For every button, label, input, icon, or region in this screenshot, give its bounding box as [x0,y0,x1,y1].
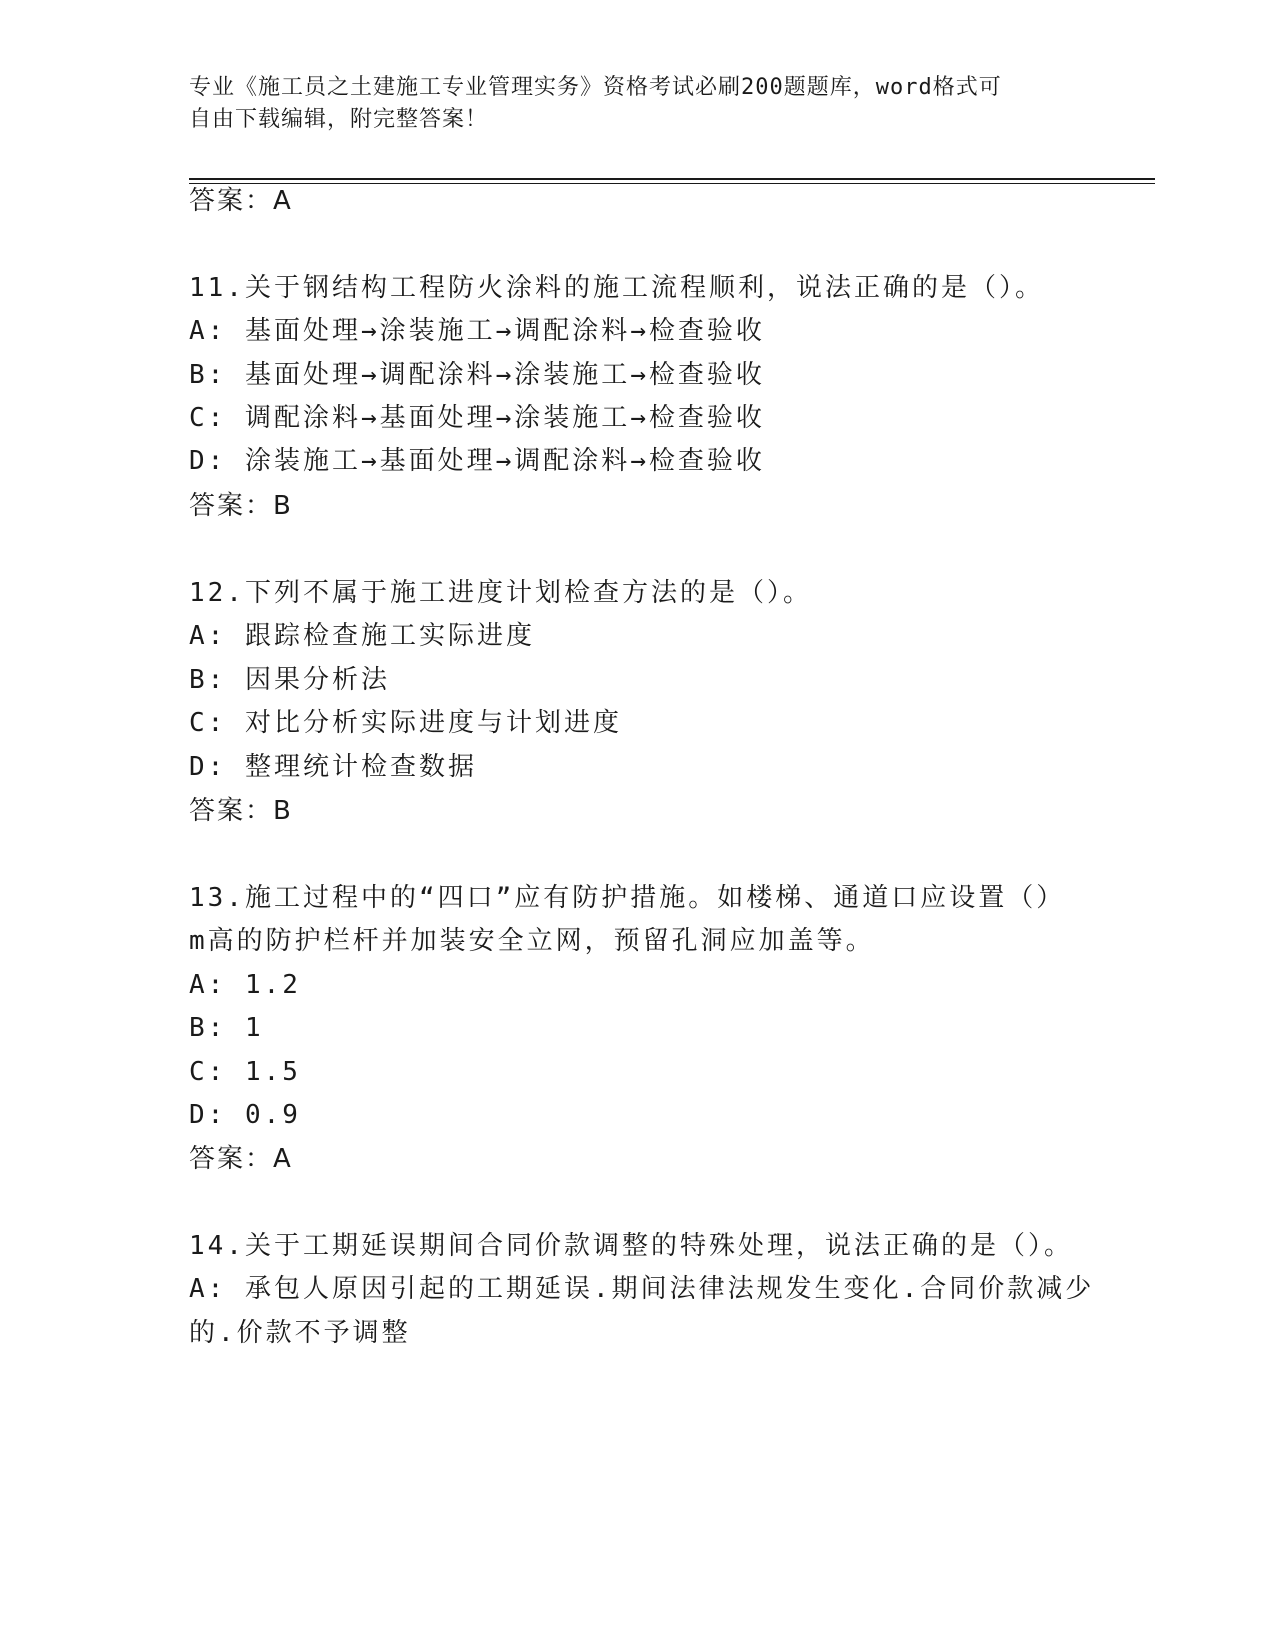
question-12-stem: 12.下列不属于施工进度计划检查方法的是（）。 [189,578,812,608]
answer-previous: 答案：A [189,186,293,216]
question-11-option-a: A: 基面处理→涂装施工→调配涂料→检查验收 [189,316,765,346]
document-header [189,72,1069,136]
header-divider-thick [189,178,1155,180]
question-14-stem: 14.关于工期延误期间合同价款调整的特殊处理，说法正确的是（）。 [189,1231,1073,1261]
question-11-stem: 11.关于钢结构工程防火涂料的施工流程顺利，说法正确的是（）。 [189,273,1044,303]
question-13-option-b: B: 1 [189,1013,264,1043]
question-13-option-c: C: 1.5 [189,1057,301,1087]
question-11-option-c: C: 调配涂料→基面处理→涂装施工→检查验收 [189,403,765,433]
header-divider-thin [189,183,1155,184]
question-13-option-d: D: 0.9 [189,1100,301,1130]
question-12-option-a: A: 跟踪检查施工实际进度 [189,621,535,651]
header-line-2: 自由下载编辑，附完整答案！ [189,107,489,132]
question-12-option-c: C: 对比分析实际进度与计划进度 [189,708,622,738]
question-14-option-a-line-2: 的.价款不予调整 [189,1318,411,1348]
question-14-option-a-line-1: A: 承包人原因引起的工期延误.期间法律法规发生变化.合同价款减少 [189,1274,1095,1304]
question-11-answer: 答案：B [189,491,293,521]
question-12-option-d: D: 整理统计检查数据 [189,752,477,782]
question-13-option-a: A: 1.2 [189,970,301,1000]
question-13-answer: 答案：A [189,1144,293,1174]
question-13-stem-line-1: 13.施工过程中的“四口”应有防护措施。如楼梯、通道口应设置（） [189,883,1066,913]
question-11-option-b: B: 基面处理→调配涂料→涂装施工→检查验收 [189,360,765,390]
question-12-option-b: B: 因果分析法 [189,665,390,695]
question-13-stem-line-2: m高的防护栏杆并加装安全立网，预留孔洞应加盖等。 [189,926,875,956]
question-11-option-d: D: 涂装施工→基面处理→调配涂料→检查验收 [189,446,765,476]
question-12-answer: 答案：B [189,796,293,826]
header-line-1: 专业《施工员之土建施工专业管理实务》资格考试必刷200题题库，word格式可 [189,75,1002,100]
